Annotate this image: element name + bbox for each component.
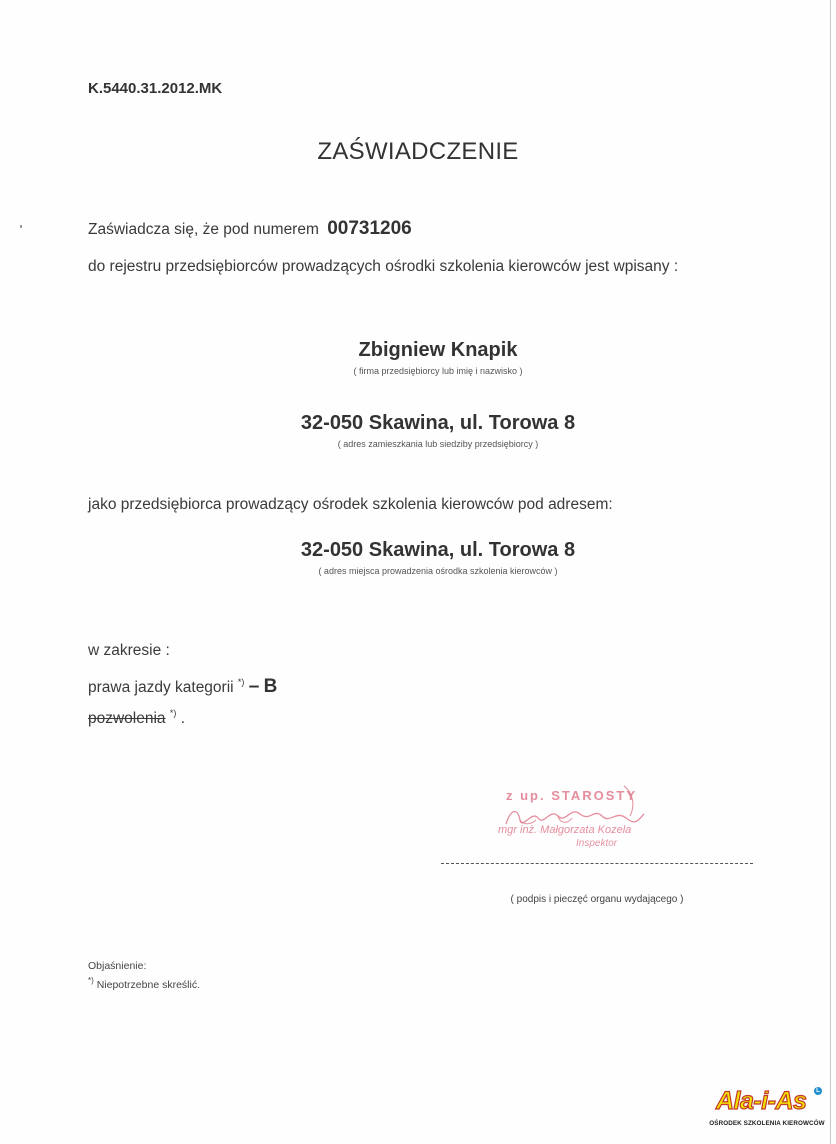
signature-line [441,863,753,864]
scan-mark [20,225,22,228]
logo-brand: Ala-i-As [716,1087,807,1115]
permit-line [88,708,185,728]
center-text: jako przedsiębiorca prowadzący ośrodek szkolenia kierowców pod adresem: [88,496,613,513]
permit-dot: . [180,710,185,727]
official-stamp [498,780,668,855]
note-footnote-mark: *) [88,976,94,985]
owner-address: 32-050 Skawina, ul. Torowa 8 [300,412,576,434]
category-label: prawa jazdy kategorii [88,679,234,696]
center-address-caption: ( adres miejsca prowadzenia ośrodka szkolenia kierowców ) [318,566,558,576]
scope-label: w zakresie : [88,642,170,659]
category-dash: – [248,676,260,697]
logo-badge-icon: L [814,1087,822,1095]
category-line [88,676,277,698]
stamp-line-3: Inspektor [576,838,618,849]
intro-line [88,218,412,240]
footnote-mark: *) [237,677,245,687]
stamp-line-2: mgr inż. Małgorzata Kozela [498,824,632,836]
logo-subtitle: OŚRODEK SZKOLENIA KIEROWCÓW [709,1120,825,1127]
permit-label: pozwolenia [88,710,166,727]
center-address: 32-050 Skawina, ul. Torowa 8 [300,539,576,561]
document-title: ZAŚWIADCZENIE [317,138,519,165]
register-number: 00731206 [327,218,412,239]
permit-footnote-mark: *) [169,708,177,718]
owner-name-caption: ( firma przedsiębiorcy lub imię i nazwisko ) [353,366,523,376]
register-text: do rejestru przedsiębiorców prowadzących ośrodki szkolenia kierowców jest wpisany : [88,258,679,275]
intro-text: Zaświadcza się, że pod numerem [88,221,319,238]
stamp-line-1: z up. STAROSTY [506,788,638,803]
signature-caption: ( podpis i pieczęć organu wydającego ) [510,894,684,905]
reference-number: K.5440.31.2012.MK [88,80,223,97]
note-line [88,976,200,991]
category-value: B [263,676,278,697]
owner-address-caption: ( adres zamieszkania lub siedziby przedsiębiorcy ) [337,439,539,449]
note-text: Niepotrzebne skreślić. [96,979,200,991]
note-title: Objaśnienie: [88,960,147,972]
driving-school-logo [708,1086,826,1131]
owner-name: Zbigniew Knapik [358,339,518,361]
